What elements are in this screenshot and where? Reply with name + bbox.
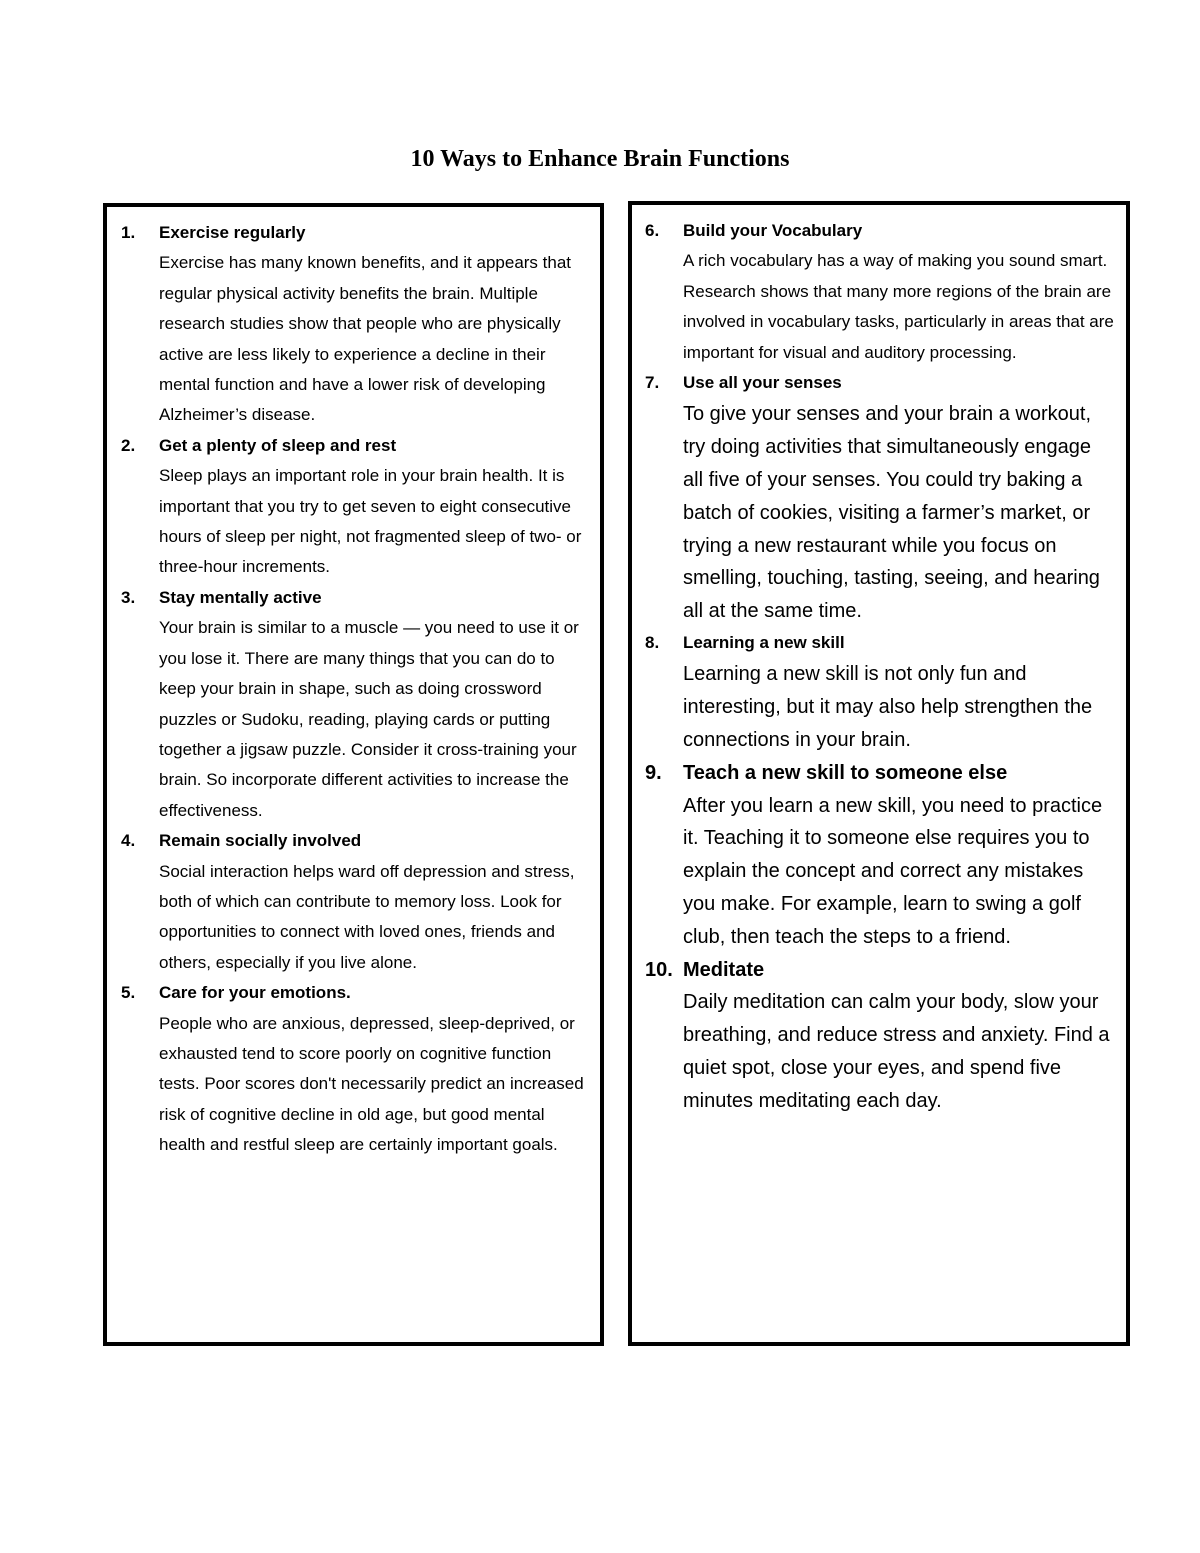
item-body: After you learn a new skill, you need to practice it. Teaching it to someone else requires you to explain the concept and correct any mistakes you make. For example, learn to swing a golf club, then teach the steps to a friend.	[683, 794, 1103, 948]
item-number: 7.	[645, 373, 660, 393]
list-item-7	[645, 368, 1116, 628]
item-body: People who are anxious, depressed, sleep-deprived, or exhausted tend to score poorly on cognitive function tests. Poor scores don't necessarily predict an increased risk of cognitive decline in old age, but good mental health and restful sleep are certainly important goals.	[159, 1013, 584, 1155]
item-number: 5.	[121, 983, 136, 1003]
item-number: 1.	[121, 223, 136, 242]
item-number: 3.	[121, 587, 136, 607]
list-item-9	[645, 757, 1116, 954]
item-number: 10.	[645, 958, 673, 981]
item-heading: Exercise regularly	[159, 223, 306, 242]
item-body: Sleep plays an important role in your brain health. It is important that you try to get seven to eight consecutive hours of sleep per night, not fragmented sleep of two- or three-hour increments.	[159, 466, 582, 577]
item-number: 2.	[121, 435, 136, 455]
item-heading: Meditate	[683, 958, 765, 981]
right-column-box	[628, 201, 1130, 1346]
item-body: To give your senses and your brain a workout, try doing activities that simultaneously engage all five of your senses. You could try baking a batch of cookies, visiting a farmer’s market, or trying a new restaurant while you focus on smelling, touching, tasting, seeing, and hearing all at the same time.	[683, 403, 1100, 623]
list-item-8	[645, 628, 1116, 757]
item-body: Exercise has many known benefits, and it appears that regular physical activity benefits the brain. Multiple research studies show that people who are physically active are less likely to experience a decline in their mental function and have a lower risk of developing Alzheimer’s disease.	[159, 253, 572, 425]
list-item-6	[645, 216, 1116, 368]
item-body: Daily meditation can calm your body, slow your breathing, and reduce stress and anxiety. Find a quiet spot, close your eyes, and spend five minutes meditating each day.	[683, 991, 1110, 1112]
list-item-2	[121, 431, 590, 583]
item-number: 9.	[645, 761, 662, 784]
item-heading: Care for your emotions.	[159, 983, 351, 1003]
item-body: Your brain is similar to a muscle — you need to use it or you lose it. There are many things that you can do to keep your brain in shape, such as doing crossword puzzles or Sudoku, reading, playing cards or putting together a jigsaw puzzle. Consider it cross-training your brain. So incorporate different activities to increase the effectiveness.	[159, 618, 579, 820]
item-number: 4.	[121, 831, 136, 851]
item-heading: Stay mentally active	[159, 587, 322, 607]
item-body: A rich vocabulary has a way of making you sound smart. Research shows that many more regions of the brain are involved in vocabulary tasks, particularly in areas that are important for visual and auditory processing.	[683, 251, 1114, 362]
item-heading: Get a plenty of sleep and rest	[159, 435, 397, 455]
list-item-5	[121, 978, 590, 1160]
item-heading: Use all your senses	[683, 373, 842, 393]
item-body: Social interaction helps ward off depression and stress, both of which can contribute to memory loss. Look for opportunities to connect with loved ones, friends and others, especially if you live alone.	[159, 861, 575, 972]
list-item-4	[121, 826, 590, 978]
item-heading: Remain socially involved	[159, 831, 362, 851]
item-body: Learning a new skill is not only fun and interesting, but it may also help strengthen the connections in your brain.	[683, 663, 1093, 752]
page-title: 10 Ways to Enhance Brain Functions	[410, 146, 790, 172]
item-number: 6.	[645, 221, 660, 240]
list-item-10	[645, 954, 1116, 1118]
left-column-box	[103, 203, 604, 1346]
item-heading: Build your Vocabulary	[683, 221, 863, 240]
item-number: 8.	[645, 633, 660, 653]
list-item-3	[121, 583, 590, 826]
item-heading: Teach a new skill to someone else	[683, 761, 1008, 784]
list-item-1	[121, 218, 590, 431]
item-heading: Learning a new skill	[683, 633, 845, 653]
